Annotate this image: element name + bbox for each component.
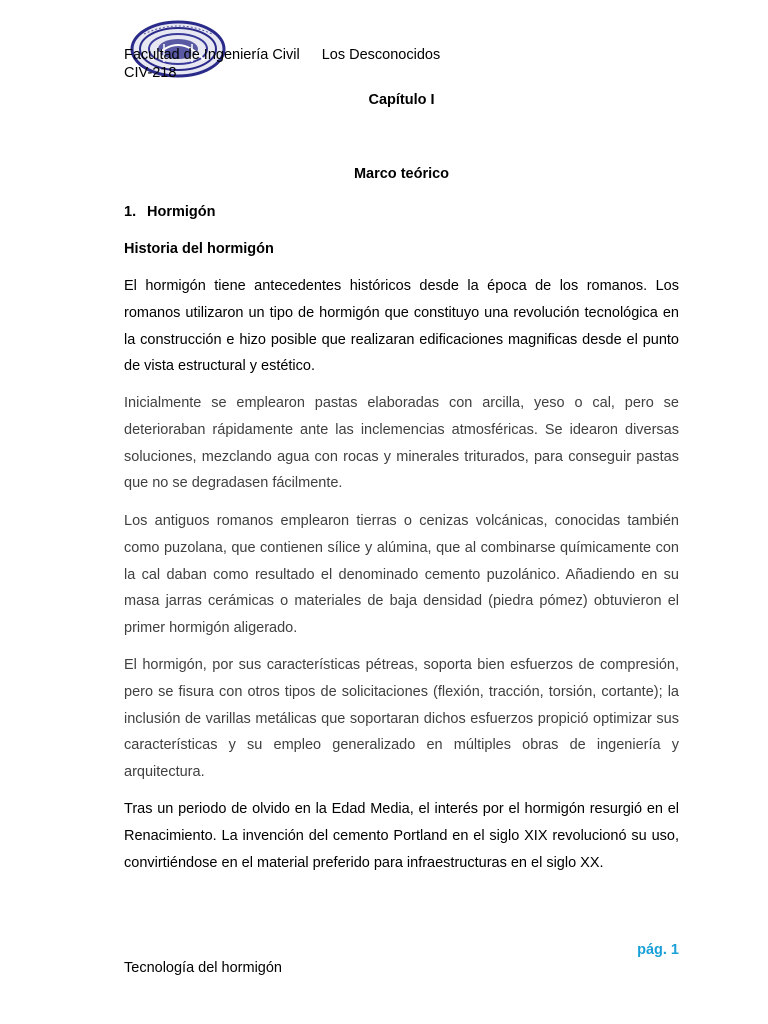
paragraph-3: Los antiguos romanos emplearon tierras o cenizas volcánicas, conocidas también como puzolana, que contienen sílice y alúmina, que al combinarse químicamente con la cal daban como resultado el denominado cemento puzolánico. Añadiendo en su masa jarras cerámicas o materiales de baja densidad (piedra pómez) obtuvieron el primer hormigón aligerado. [124, 513, 679, 637]
section-number: 1. [124, 204, 137, 220]
subsection-heading: Historia del hormigón [124, 241, 274, 257]
framework-title: Marco teórico [353, 166, 450, 182]
section-heading [124, 204, 215, 220]
footer-title: Tecnología del hormigón [124, 960, 282, 976]
faculty-name: Facultad de Ingeniería Civil [124, 47, 300, 63]
paragraph-4: El hormigón, por sus características pétreas, soporta bien esfuerzos de compresión, pero se fisura con otros tipos de solicitaciones (flexión, tracción, torsión, cortante); la inclusión de varillas metálicas que soportaran dichos esfuerzos propició optimizar sus características y su empleo generalizado en múltiples obras de ingeniería y arquitectura. [124, 657, 679, 781]
paragraph-1: El hormigón tiene antecedentes históricos desde la época de los romanos. Los romanos utilizaron un tipo de hormigón que constituyo una revolución tecnológica en la construcción e hizo posible que realizaran edificaciones magnificas desde el punto de vista estructural y estético. [124, 278, 679, 375]
section-title: Hormigón [147, 204, 216, 220]
page-number: pág. 1 [637, 942, 679, 958]
course-code: CIV-218 [124, 65, 177, 81]
author-group: Los Desconocidos [321, 47, 441, 63]
paragraph-5: Tras un periodo de olvido en la Edad Media, el interés por el hormigón resurgió en el Renacimiento. La invención del cemento Portland en el siglo XIX revolucionó su uso, convirtiéndose en el material preferido para infraestructuras en el siglo XX. [124, 801, 679, 871]
chapter-title: Capítulo I [368, 92, 435, 108]
page-header [124, 47, 440, 63]
paragraph-2: Inicialmente se emplearon pastas elaboradas con arcilla, yeso o cal, pero se deterioraban rápidamente ante las inclemencias atmosféricas. Se idearon diversas soluciones, mezclando agua con rocas y minerales triturados, para conseguir pastas que no se degradasen fácilmente. [124, 395, 679, 492]
